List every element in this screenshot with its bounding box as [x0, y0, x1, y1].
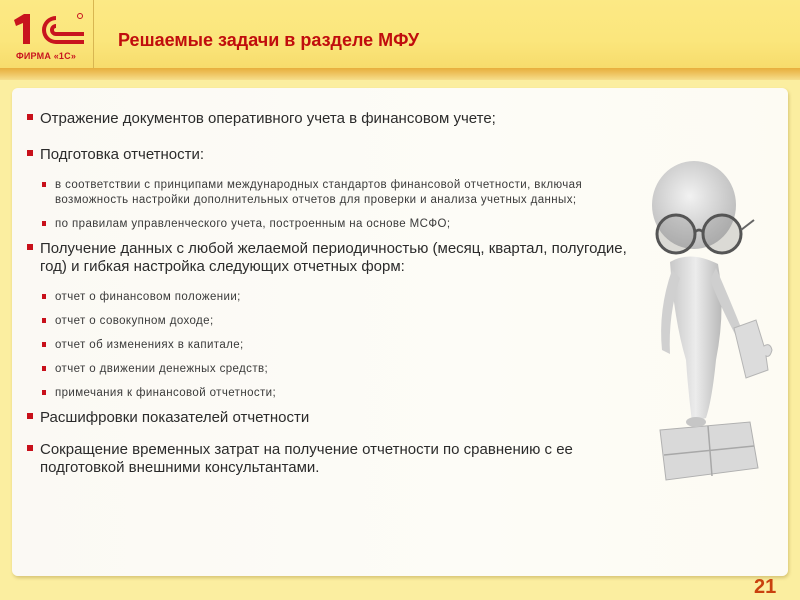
list-item: Сокращение временных затрат на получение отчетности по сравнению с ее подготовкой внешними консультантами.	[27, 441, 655, 477]
content-list	[27, 110, 647, 477]
sub-list-item: отчет о финансовом положении;	[27, 290, 647, 305]
bullet-icon	[42, 342, 46, 347]
bullet-icon	[42, 366, 46, 371]
bullet-icon	[27, 244, 33, 250]
bullet-icon	[42, 390, 46, 395]
bullet-icon	[42, 221, 46, 226]
sub-list-item: отчет об изменениях в капитале;	[27, 338, 647, 353]
page-number: 21	[754, 576, 777, 598]
sub-list-item: отчет о движении денежных средств;	[27, 362, 647, 377]
header-divider	[93, 0, 94, 68]
bullet-icon	[42, 182, 46, 187]
sub-list-item: по правилам управленческого учета, построенным на основе МСФО;	[27, 217, 647, 232]
page-title: Решаемые задачи в разделе МФУ	[118, 30, 420, 50]
bullet-icon	[27, 114, 33, 120]
sub-list-item: в соответствии с принципами международных стандартов финансовой отчетности, включая возможность настройки дополнительных отчетов для проверки и анализа учетных данных;	[27, 178, 655, 208]
list-item: Получение данных с любой желаемой периодичностью (месяц, квартал, полугодие, год) и гибкая настройка следующих отчетных форм:	[27, 240, 650, 276]
bullet-icon	[27, 445, 33, 451]
list-item: Отражение документов оперативного учета в финансовом учете;	[27, 110, 647, 128]
sub-list-item: отчет о совокупном доходе;	[27, 314, 647, 329]
header-shadow	[0, 68, 800, 80]
list-item: Расшифровки показателей отчетности	[27, 409, 647, 427]
bullet-icon	[42, 318, 46, 323]
bullet-icon	[27, 150, 33, 156]
list-item: Подготовка отчетности:	[27, 146, 647, 164]
figure-with-glasses-and-puzzle-icon	[630, 150, 780, 490]
logo-caption: ФИРМА «1С»	[16, 51, 77, 61]
bullet-icon	[42, 294, 46, 299]
sub-list-item: примечания к финансовой отчетности;	[27, 386, 647, 401]
bullet-icon	[27, 413, 33, 419]
